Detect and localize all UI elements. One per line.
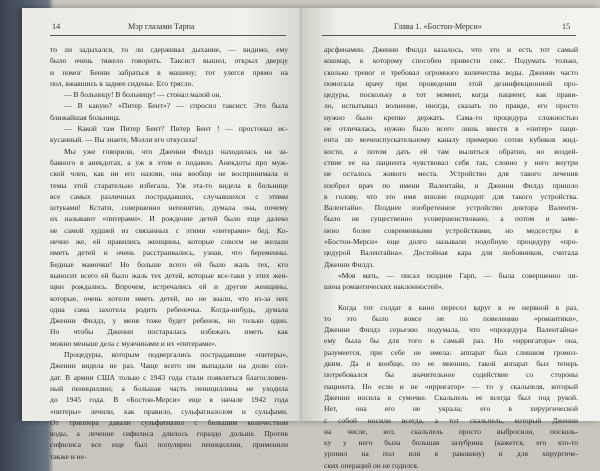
- text-line: бавного в анекдотах, а уж в этом и подавно. Анекдоты про муж-: [50, 157, 288, 167]
- text-line: «питеры» лечили, как правило, сульфатиазолом и сульфами.: [50, 406, 288, 416]
- text-line: щин рождались. Впрочем, встречались ей и другие женщины,: [50, 282, 288, 292]
- text-line: уронил на пол или в раковину) и для хирургиче-: [324, 449, 578, 459]
- text-line: Дженни Филдз.: [324, 259, 375, 269]
- text-line: Мы уже говорили, что Дженни Филдз находилась на за-: [64, 146, 288, 156]
- text-line: Дженни Филдз, у меня тоже будет ребенок, но только один.: [50, 316, 288, 326]
- text-line: не отличалась, нужно было всего лишь ввести в «питер» паци-: [324, 124, 578, 134]
- text-line: можно меньше дела с мужчинами и их «питерами».: [50, 338, 217, 348]
- text-line: цедурой Валентайна». Достойная кара для любовников, считала: [324, 248, 578, 258]
- text-line: Процедуры, которым подвергались пострадавшие «питеры»,: [64, 350, 288, 360]
- text-line: ку у него была большая зазубрина (кажется, его кто-то: [324, 438, 578, 448]
- text-line: одна сама захотела родить ребеночка. Когда-нибудь, думала: [50, 304, 288, 314]
- text-line: их называют «питерами». И рождение детей было еще далеко: [50, 214, 288, 224]
- text-line: нечно же, ей нравились женщины, которые совсем не желали: [50, 237, 288, 247]
- left-page-text: [50, 44, 288, 462]
- text-line: ских операций он не годился.: [324, 460, 419, 470]
- text-line: выносит всего ей было жаль тех детей, которые все-таки у этих жен-: [50, 270, 288, 280]
- text-line: темы этой старательно избегала. Уж эта-то видела в больнице: [50, 180, 288, 190]
- text-line: помогала врачу при проведении этой дезинфекционной про-: [324, 78, 578, 88]
- text-line: сифилиса все еще был популярен пенициллин, применяли: [50, 440, 288, 450]
- text-line: Дженни видела не раз. Чаще всего им выпадали на долю сол-: [50, 361, 288, 371]
- text-line: кусанный. — Вы знаете, Молли его откусила!: [50, 135, 198, 145]
- left-header-rule: [50, 35, 286, 36]
- text-line: Дженни носила в сумочке. Скальпель ее всегда был под рукой.: [324, 392, 578, 402]
- text-line: Валентайн». Позднее изобретенное устройство доктора Валенти-: [324, 203, 578, 213]
- text-line: Дженни Филдз серьезно подумала, что «процедура Валентайна»: [324, 325, 578, 335]
- text-line: все самых различных пострадавших, случавшихся с этими: [50, 191, 288, 201]
- text-line: «Бостон-Мерси» еще долго называли подобную процедуру «про-: [324, 237, 578, 247]
- right-page-text: [324, 44, 578, 471]
- left-running-title: Мэр глазами Тарпа: [128, 22, 195, 31]
- text-line: также и не-: [50, 451, 87, 461]
- text-line: было очень тяжело говорить. Таксист вышел, открыл дверцу: [50, 56, 288, 66]
- text-line: дат. В армии США только с 1943 года стали появляться благословен-: [50, 372, 288, 382]
- text-line: Когда тот солдат в кино пересел вдруг в ее нервной в раз,: [338, 302, 578, 312]
- text-line: воды, а лечение сифилиса длилось гораздо дольше. Против: [50, 429, 288, 439]
- text-line: Нет, она его не украла; его в хирургической: [324, 404, 578, 414]
- right-page: [302, 8, 600, 470]
- text-line: От триппера давали сульфатиазол с большим количеством: [50, 417, 288, 427]
- text-line: не самой худшей из связанных с этими «питерами» бед. Ко-: [50, 225, 288, 235]
- text-line: пол, вжавшись в заднее сиденье. Его трясло.: [50, 78, 194, 88]
- text-line: потребовался бы значительное содействие со стороны: [324, 370, 578, 380]
- text-line: то это было вовсе не по повелению «романтики»,: [324, 313, 578, 323]
- text-line: то ли задыхался, то ли сдерживал дыхание, — видимо, ему: [50, 45, 288, 54]
- left-page-number: 14: [52, 22, 61, 31]
- text-line: в голову, что это имя вполне подходит для такого устройства.: [324, 191, 578, 201]
- text-line: иметь детей и очень расстраивались, узнав, что беременны.: [50, 248, 288, 258]
- right-running-title: Глава 1. «Бостон-Мерси»: [394, 22, 482, 31]
- text-line: Но чтобы Дженни постаралась избежать иметь как: [50, 327, 288, 337]
- text-line: ента по мочеиспускательному каналу примерно сотни кубиков жид-: [324, 135, 578, 145]
- text-line: — В больницу! В больницу! — стонал малой он.: [64, 90, 222, 100]
- text-line: штуками! Кстати, совершенно непонятно, думала она, почему: [50, 203, 288, 213]
- text-line: ло, испытывал волнение, иногда, сказать по правде, его просто: [324, 101, 578, 111]
- right-page-number: 15: [562, 22, 571, 31]
- text-line: Бедные мамочки! Но больше всего ей было жаль тех, кто: [50, 259, 288, 269]
- text-line: ный пенициллин; а большая часть пенициллина не уходила: [50, 383, 288, 393]
- text-line: — В какую? «Питер Бент»? — спросил таксист. Это была: [64, 101, 288, 111]
- text-line: нено более современными устройствами, но медсестры в: [324, 225, 578, 235]
- left-page: [22, 8, 302, 461]
- right-header-rule: [322, 35, 576, 36]
- text-line: которые, очень хотели иметь детей, но не знали, что из-за них: [50, 293, 288, 303]
- text-line: пациента. Но если и не «ирригатор» — то у скальпеля, который: [324, 381, 578, 391]
- text-line: сколько тревог и требовал огромного количества воды. Дженни часто: [324, 67, 578, 77]
- text-line: разумеется, при себе не имела: аппарат был слишком громоз-: [324, 347, 578, 357]
- text-line: ской член, как ни его назови, она вообще не воспринимала и: [50, 169, 288, 179]
- text-line: не осталось живого места. Устройство для такого лечения: [324, 169, 578, 179]
- text-line: кошмар, к которому способен привести секс. Подумать только,: [324, 56, 578, 66]
- text-line: нужно было крепко держать. Сама-то процедура сложностью: [324, 112, 578, 122]
- text-line: было не существенно усовершенствовано, а потом и заме-: [324, 214, 578, 224]
- text-line: ближайшая больница.: [50, 112, 121, 122]
- text-line: ему была бы для того в самый раз. Но «ирригатора» она,: [324, 336, 578, 346]
- text-line: ствие ее на пациента чувствовал себя так, словно у него внутри: [324, 157, 578, 167]
- text-line: — Какой там Питер Бент? Питер Бент ! — простонал ис-: [64, 124, 288, 134]
- text-line: с собой носили всегда, а тот скальпель, который Дженни: [324, 415, 578, 425]
- text-line: на числе, вот, скальпель просто выбросили, посколь-: [324, 426, 578, 436]
- text-line: цедуры, поскольку в тот момент, когда пациент, как прави-: [324, 90, 578, 100]
- text-line: дким. Да и вообще, по ее мнению, такой аппарат был теперь: [324, 359, 578, 369]
- text-line: «Моя мать, — писал позднее Гарп, — была совершенно ли-: [338, 270, 578, 280]
- book-spread: [22, 8, 600, 470]
- text-line: изобрел врач по имени Валентайн, и Дженни Филдз пришло: [324, 180, 578, 190]
- text-line: до 1945 года. В «Бостон-Мерси» еще в начале 1942 года: [50, 395, 288, 405]
- text-line: арсфенамин. Дженни Филдз казалось, что это и есть тот самый: [324, 45, 578, 54]
- text-line: кости, а потом дать ей там вылиться обратно, но воздей-: [324, 146, 578, 156]
- text-line: и помог Бенни забраться в машину; тот улегся прямо на: [50, 67, 288, 77]
- text-line: шена романтических наклонностей».: [324, 282, 444, 292]
